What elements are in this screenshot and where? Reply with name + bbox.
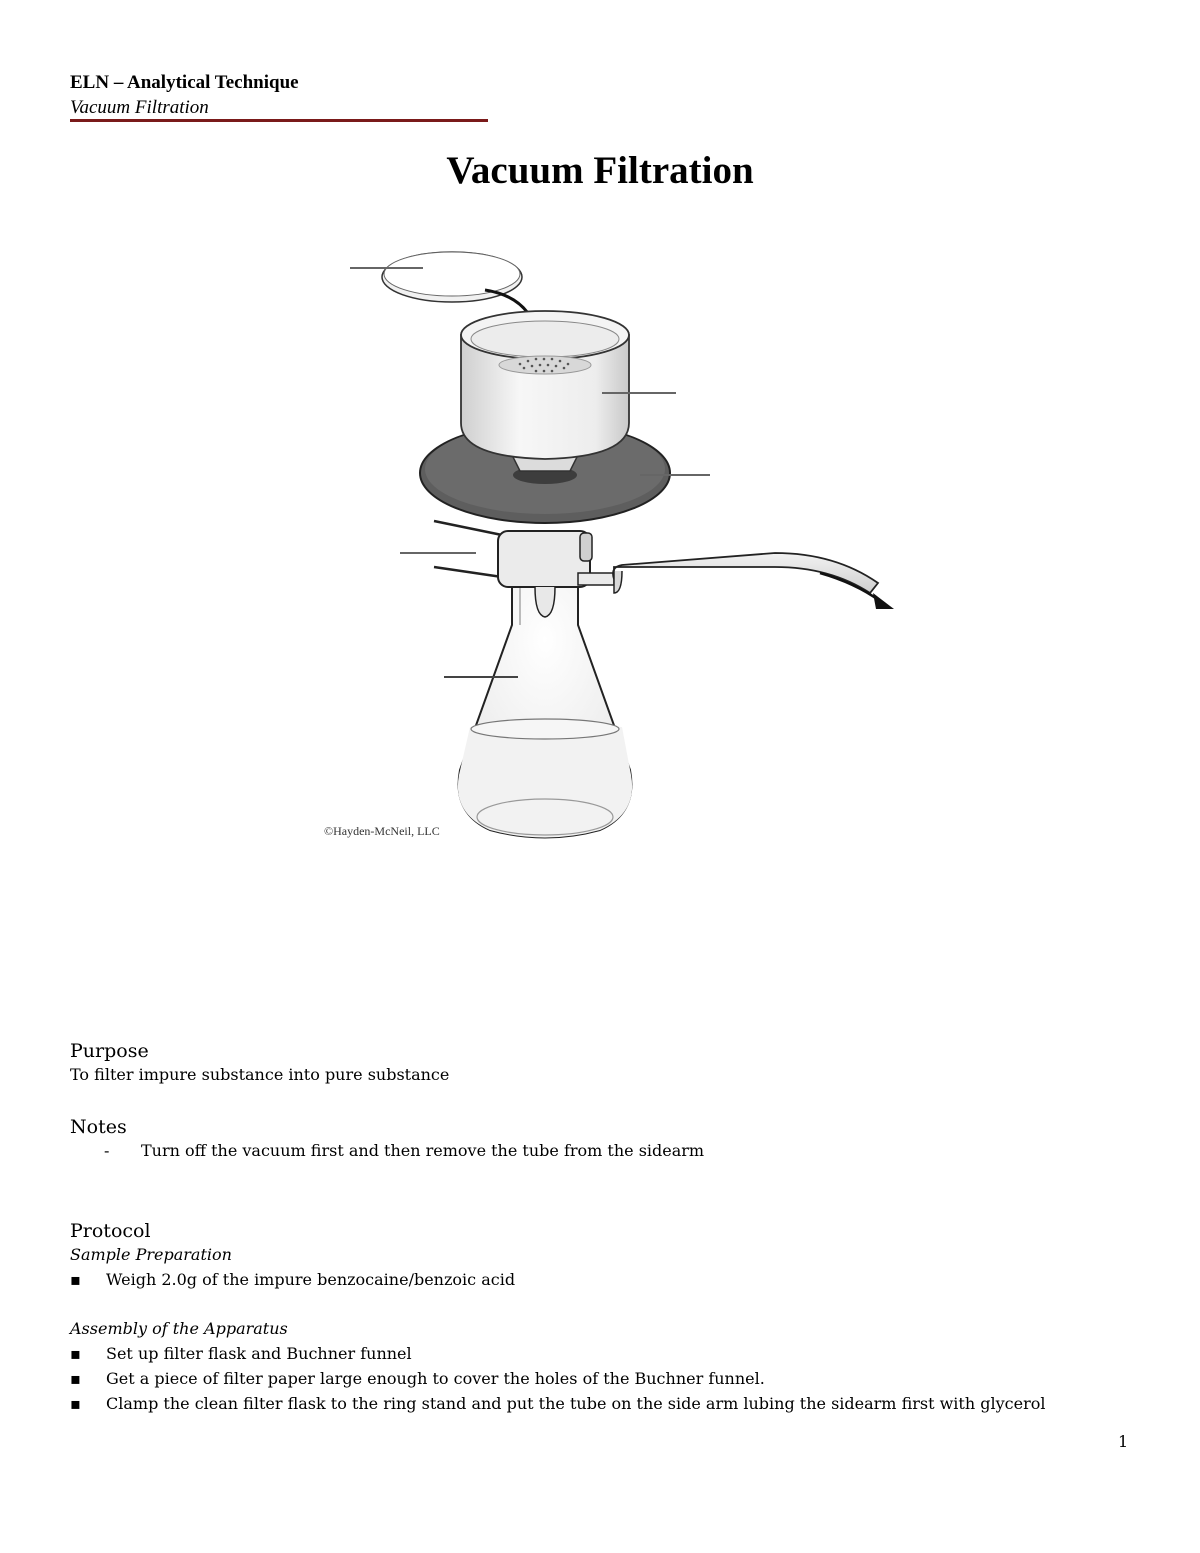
purpose-section xyxy=(70,1040,449,1087)
list-item xyxy=(70,1267,1150,1292)
bullet-icon: ▪ xyxy=(70,1344,81,1363)
bullet-icon: ▪ xyxy=(70,1270,81,1289)
protocol-heading: Protocol xyxy=(70,1220,151,1242)
notes-heading: Notes xyxy=(70,1116,127,1138)
purpose-text: To filter impure substance into pure substance xyxy=(70,1065,450,1084)
bullet-icon: ▪ xyxy=(70,1394,81,1413)
note-text: Turn off the vacuum first and then remove the tube from the sidearm xyxy=(141,1141,705,1160)
sample-preparation-heading: Sample Preparation xyxy=(70,1245,232,1264)
header-rule xyxy=(70,119,488,122)
protocol-section xyxy=(70,1220,1150,1416)
bullet-icon: ▪ xyxy=(70,1369,81,1388)
list-item xyxy=(70,1341,1150,1366)
figure-credit: ©Hayden-McNeil, LLC xyxy=(324,824,440,838)
notes-section xyxy=(70,1116,704,1163)
step-text: Weigh 2.0g of the impure benzocaine/benzoic acid xyxy=(106,1270,516,1289)
document-title: Vacuum Filtration xyxy=(446,149,754,192)
dash-marker: - xyxy=(104,1141,110,1160)
list-item xyxy=(70,1391,1150,1416)
page-number: 1 xyxy=(1118,1432,1129,1451)
step-text: Set up filter flask and Buchner funnel xyxy=(106,1344,412,1363)
step-text: Get a piece of filter paper large enough to cover the holes of the Buchner funnel. xyxy=(106,1369,765,1388)
purpose-heading: Purpose xyxy=(70,1040,149,1062)
vacuum-tubing xyxy=(578,553,878,593)
vacuum-filtration-diagram xyxy=(230,195,980,855)
list-item xyxy=(70,1366,1150,1391)
assembly-heading: Assembly of the Apparatus xyxy=(70,1319,288,1338)
header-subtitle: Vacuum Filtration xyxy=(70,97,209,118)
buchner-funnel xyxy=(461,311,629,471)
header-title: ELN – Analytical Technique xyxy=(70,72,299,93)
list-item xyxy=(70,1138,704,1163)
step-text: Clamp the clean filter flask to the ring stand and put the tube on the side arm lubing the sidearm first with glycerol xyxy=(106,1394,1046,1413)
